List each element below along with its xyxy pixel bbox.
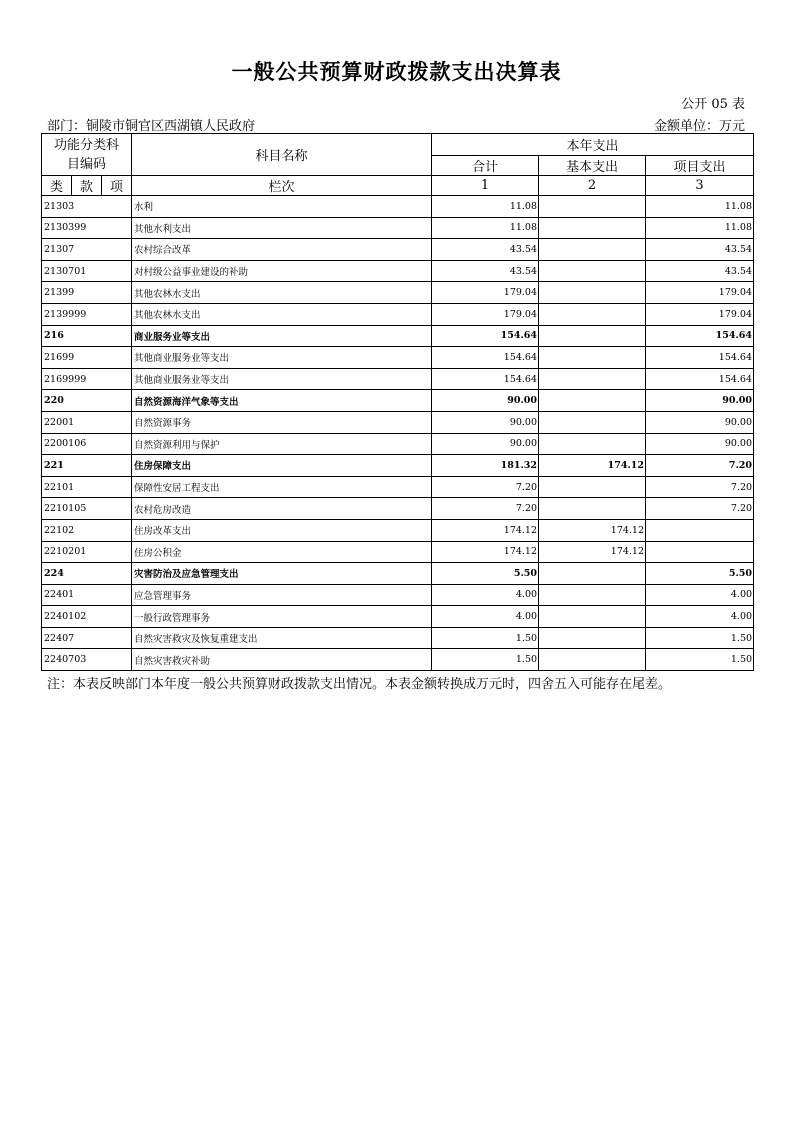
table-row: [42, 325, 754, 347]
row-code: 22401: [42, 584, 132, 606]
header-project: 项目支出: [646, 156, 754, 176]
row-name: 农村危房改造: [132, 498, 432, 520]
row-total: 7.20: [432, 476, 539, 498]
row-project: 7.20: [646, 476, 754, 498]
header-func-class-code: 功能分类科目编码: [42, 134, 132, 176]
row-name: 对村级公益事业建设的补助: [132, 260, 432, 282]
row-code: 22407: [42, 627, 132, 649]
table-row: [42, 390, 754, 412]
row-basic: 174.12: [539, 455, 646, 477]
row-code: 2169999: [42, 368, 132, 390]
header-lei: 类: [42, 176, 72, 196]
row-project: 43.54: [646, 260, 754, 282]
row-total: 7.20: [432, 498, 539, 520]
row-total: 90.00: [432, 433, 539, 455]
row-name: 应急管理事务: [132, 584, 432, 606]
header-current-year: 本年支出: [432, 134, 754, 156]
table-row: [42, 411, 754, 433]
row-project: 4.00: [646, 584, 754, 606]
header-column-order: 栏次: [132, 176, 432, 196]
row-basic: [539, 347, 646, 369]
row-name: 自然资源事务: [132, 411, 432, 433]
row-code: 2240703: [42, 649, 132, 671]
row-basic: [539, 368, 646, 390]
row-name: 灾害防治及应急管理支出: [132, 563, 432, 585]
table-row: [42, 217, 754, 239]
row-code: 22001: [42, 411, 132, 433]
row-basic: 174.12: [539, 519, 646, 541]
row-total: 90.00: [432, 411, 539, 433]
row-name: 自然资源利用与保护: [132, 433, 432, 455]
row-total: 154.64: [432, 347, 539, 369]
table-row: [42, 303, 754, 325]
row-name: 其他农林水支出: [132, 303, 432, 325]
row-total: 154.64: [432, 368, 539, 390]
row-basic: [539, 649, 646, 671]
row-name: 住房保障支出: [132, 455, 432, 477]
row-code: 224: [42, 563, 132, 585]
row-basic: [539, 390, 646, 412]
row-project: [646, 519, 754, 541]
row-basic: [539, 282, 646, 304]
row-total: 154.64: [432, 325, 539, 347]
row-project: [646, 541, 754, 563]
row-basic: [539, 563, 646, 585]
row-name: 保障性安居工程支出: [132, 476, 432, 498]
row-code: 2240102: [42, 606, 132, 628]
row-total: 43.54: [432, 260, 539, 282]
row-project: 11.08: [646, 196, 754, 218]
table-row: [42, 498, 754, 520]
row-code: 22101: [42, 476, 132, 498]
header-basic: 基本支出: [539, 156, 646, 176]
row-code: 21399: [42, 282, 132, 304]
row-project: 1.50: [646, 627, 754, 649]
row-name: 农村综合改革: [132, 239, 432, 261]
table-row: [42, 541, 754, 563]
row-project: 11.08: [646, 217, 754, 239]
table-row: [42, 563, 754, 585]
row-code: 2130399: [42, 217, 132, 239]
row-code: 21307: [42, 239, 132, 261]
row-project: 90.00: [646, 411, 754, 433]
row-code: 221: [42, 455, 132, 477]
row-total: 43.54: [432, 239, 539, 261]
table-row: [42, 282, 754, 304]
row-basic: [539, 498, 646, 520]
table-row: [42, 260, 754, 282]
row-basic: [539, 411, 646, 433]
row-name: 其他农林水支出: [132, 282, 432, 304]
header-col1: 1: [432, 176, 539, 196]
row-project: 7.20: [646, 498, 754, 520]
row-name: 自然灾害救灾及恢复重建支出: [132, 627, 432, 649]
row-total: 179.04: [432, 303, 539, 325]
row-project: 179.04: [646, 303, 754, 325]
row-project: 179.04: [646, 282, 754, 304]
table-row: [42, 196, 754, 218]
row-total: 11.08: [432, 217, 539, 239]
row-total: 1.50: [432, 627, 539, 649]
row-name: 自然资源海洋气象等支出: [132, 390, 432, 412]
header-col2: 2: [539, 176, 646, 196]
table-row: [42, 606, 754, 628]
row-project: 4.00: [646, 606, 754, 628]
row-total: 1.50: [432, 649, 539, 671]
form-number: 公开 05 表: [681, 97, 745, 112]
table-row: [42, 368, 754, 390]
row-code: 216: [42, 325, 132, 347]
row-basic: [539, 239, 646, 261]
row-code: 2210105: [42, 498, 132, 520]
header-total: 合计: [432, 156, 539, 176]
row-basic: [539, 627, 646, 649]
row-code: 2130701: [42, 260, 132, 282]
header-col3: 3: [646, 176, 754, 196]
amount-unit-label: 金额单位：万元: [653, 119, 745, 134]
row-basic: [539, 303, 646, 325]
row-total: 4.00: [432, 584, 539, 606]
row-total: 11.08: [432, 196, 539, 218]
row-project: 7.20: [646, 455, 754, 477]
row-name: 其他水利支出: [132, 217, 432, 239]
row-project: 5.50: [646, 563, 754, 585]
row-basic: [539, 476, 646, 498]
row-code: 22102: [42, 519, 132, 541]
row-code: 2210201: [42, 541, 132, 563]
row-basic: [539, 260, 646, 282]
table-row: [42, 347, 754, 369]
row-basic: [539, 325, 646, 347]
table-row: [42, 239, 754, 261]
row-project: 1.50: [646, 649, 754, 671]
row-name: 自然灾害救灾补助: [132, 649, 432, 671]
row-name: 住房改革支出: [132, 519, 432, 541]
row-basic: [539, 584, 646, 606]
expenditure-table: [41, 133, 754, 671]
table-row: [42, 433, 754, 455]
table-row: [42, 476, 754, 498]
row-project: 43.54: [646, 239, 754, 261]
row-basic: [539, 606, 646, 628]
row-total: 174.12: [432, 519, 539, 541]
table-row: [42, 519, 754, 541]
header-xiang: 项: [102, 176, 132, 196]
table-row: [42, 455, 754, 477]
row-basic: 174.12: [539, 541, 646, 563]
footnote: 注：本表反映部门本年度一般公共预算财政拨款支出情况。本表金额转换成万元时，四舍五入可能存在尾差。: [47, 677, 672, 692]
row-project: 154.64: [646, 325, 754, 347]
row-total: 174.12: [432, 541, 539, 563]
row-total: 179.04: [432, 282, 539, 304]
row-project: 154.64: [646, 347, 754, 369]
row-project: 90.00: [646, 433, 754, 455]
table-row: [42, 627, 754, 649]
row-total: 90.00: [432, 390, 539, 412]
row-project: 154.64: [646, 368, 754, 390]
row-code: 2200106: [42, 433, 132, 455]
row-total: 181.32: [432, 455, 539, 477]
row-name: 其他商业服务业等支出: [132, 347, 432, 369]
header-kuan: 款: [72, 176, 102, 196]
table-row: [42, 584, 754, 606]
row-name: 一般行政管理事务: [132, 606, 432, 628]
row-total: 5.50: [432, 563, 539, 585]
row-code: 2139999: [42, 303, 132, 325]
row-code: 21303: [42, 196, 132, 218]
row-name: 其他商业服务业等支出: [132, 368, 432, 390]
row-total: 4.00: [432, 606, 539, 628]
page-title: 一般公共预算财政拨款支出决算表: [231, 60, 562, 84]
row-name: 水利: [132, 196, 432, 218]
department-label: 部门：铜陵市铜官区西湖镇人民政府: [47, 119, 256, 134]
row-project: 90.00: [646, 390, 754, 412]
row-basic: [539, 217, 646, 239]
row-basic: [539, 196, 646, 218]
header-subject-name: 科目名称: [132, 134, 432, 176]
row-code: 21699: [42, 347, 132, 369]
row-name: 商业服务业等支出: [132, 325, 432, 347]
row-basic: [539, 433, 646, 455]
row-code: 220: [42, 390, 132, 412]
row-name: 住房公积金: [132, 541, 432, 563]
table-row: [42, 649, 754, 671]
